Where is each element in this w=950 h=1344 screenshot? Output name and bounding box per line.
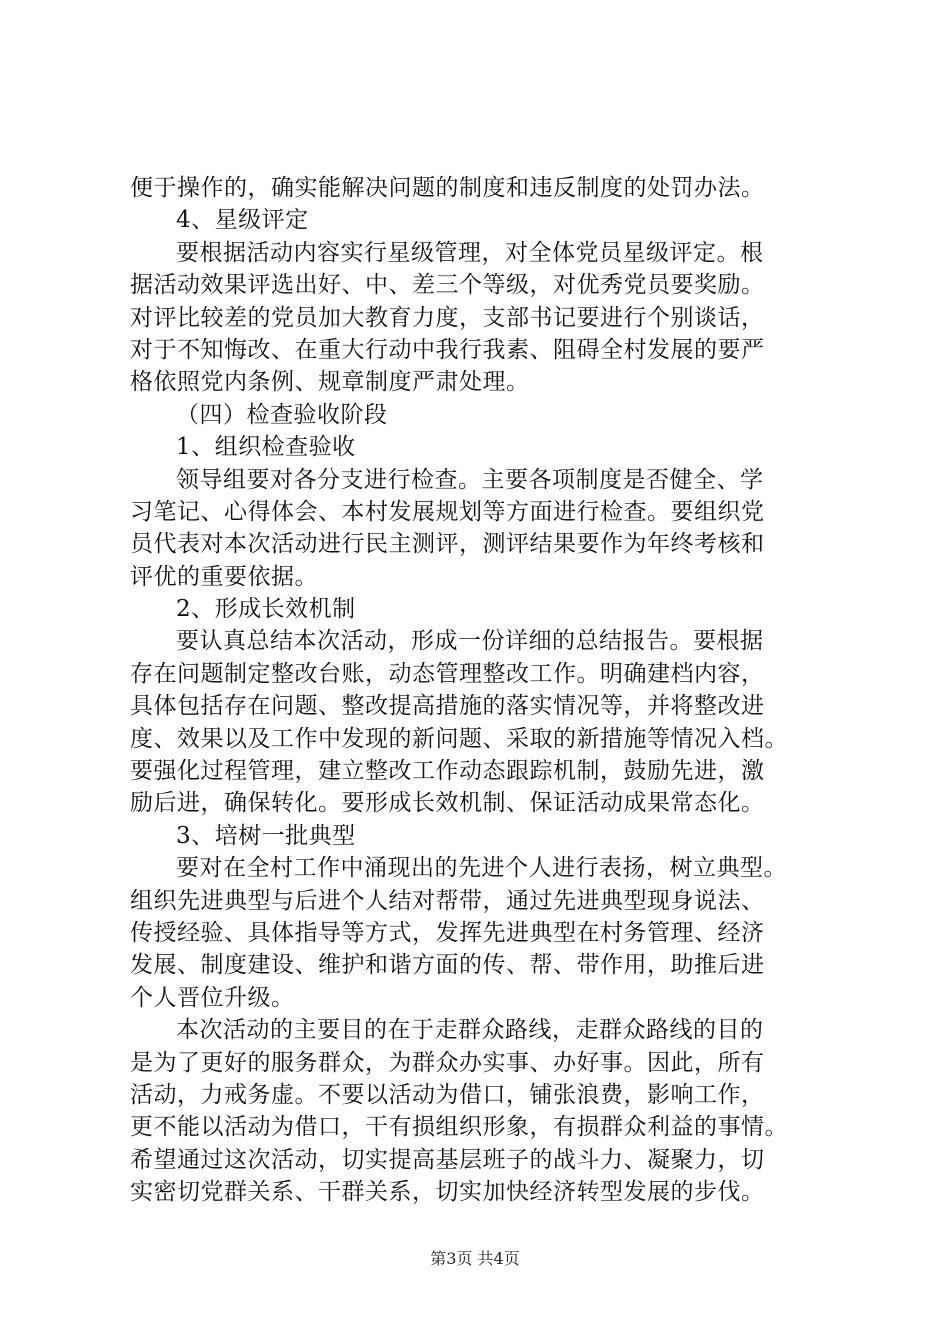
body-line: 组织先进典型与后进个人结对帮带，通过先进典型现身说法、 [130, 887, 765, 914]
body-line: 存在问题制定整改台账，动态管理整改工作。明确建档内容， [130, 660, 765, 687]
body-line: 据活动效果评选出好、中、差三个等级，对优秀党员要奖励。 [130, 272, 765, 299]
body-line: 实密切党群关系、干群关系，切实加快经济转型发展的步伐。 [130, 1179, 765, 1206]
body-line: 领导组要对各分支进行检查。主要各项制度是否健全、学 [176, 466, 764, 493]
body-line: 是为了更好的服务群众，为群众办实事、办好事。因此，所有 [130, 1049, 765, 1076]
body-line: 要根据活动内容实行星级管理，对全体党员星级评定。根 [176, 239, 764, 266]
body-line: 活动，力戒务虚。不要以活动为借口，铺张浪费，影响工作， [130, 1081, 765, 1108]
body-line: 要强化过程管理，建立整改工作动态跟踪机制，鼓励先进，激 [130, 758, 765, 785]
body-line: 对评比较差的党员加大教育力度，支部书记要进行个别谈话， [130, 304, 765, 331]
body-line: 员代表对本次活动进行民主测评，测评结果要作为年终考核和 [130, 531, 765, 558]
body-line: 1、组织检查验收 [176, 434, 356, 461]
body-line: 度、效果以及工作中发现的新问题、采取的新措施等情况入档。 [130, 725, 788, 752]
body-line: 评优的重要依据。 [130, 563, 318, 590]
page-number-footer: 第3页 共4页 [430, 1249, 520, 1268]
body-line: 本次活动的主要目的在于走群众路线，走群众路线的目的 [176, 1017, 764, 1044]
body-line: 励后进，确保转化。要形成长效机制、保证活动成果常态化。 [130, 790, 765, 817]
body-line: 习笔记、心得体会、本村发展规划等方面进行检查。要组织党 [130, 498, 765, 525]
body-line: 发展、制度建设、维护和谐方面的传、帮、带作用，助推后进 [130, 952, 765, 979]
body-line: 个人晋位升级。 [130, 984, 295, 1011]
body-line: 格依照党内条例、规章制度严肃处理。 [130, 369, 530, 396]
document-body [130, 172, 830, 1209]
body-line: 传授经验、具体指导等方式，发挥先进典型在村务管理、经济 [130, 919, 765, 946]
body-line: 便于操作的，确实能解决问题的制度和违反制度的处罚办法。 [130, 175, 765, 201]
body-line: 2、形成长效机制 [176, 596, 356, 623]
body-line: 要认真总结本次活动，形成一份详细的总结报告。要根据 [176, 628, 764, 655]
body-line: 希望通过这次活动，切实提高基层班子的战斗力、凝聚力，切 [130, 1146, 765, 1173]
body-line: 更不能以活动为借口，干有损组织形象，有损群众利益的事情。 [130, 1114, 788, 1141]
body-line: 4、星级评定 [176, 207, 309, 234]
body-line: 3、培树一批典型 [176, 822, 356, 849]
body-line: （四）检查验收阶段 [176, 401, 388, 428]
body-line: 对于不知悔改、在重大行动中我行我素、阻碍全村发展的要严 [130, 336, 765, 363]
body-line: 要对在全村工作中涌现出的先进个人进行表扬，树立典型。 [176, 855, 787, 882]
body-line: 具体包括存在问题、整改提高措施的落实情况等，并将整改进 [130, 693, 765, 720]
